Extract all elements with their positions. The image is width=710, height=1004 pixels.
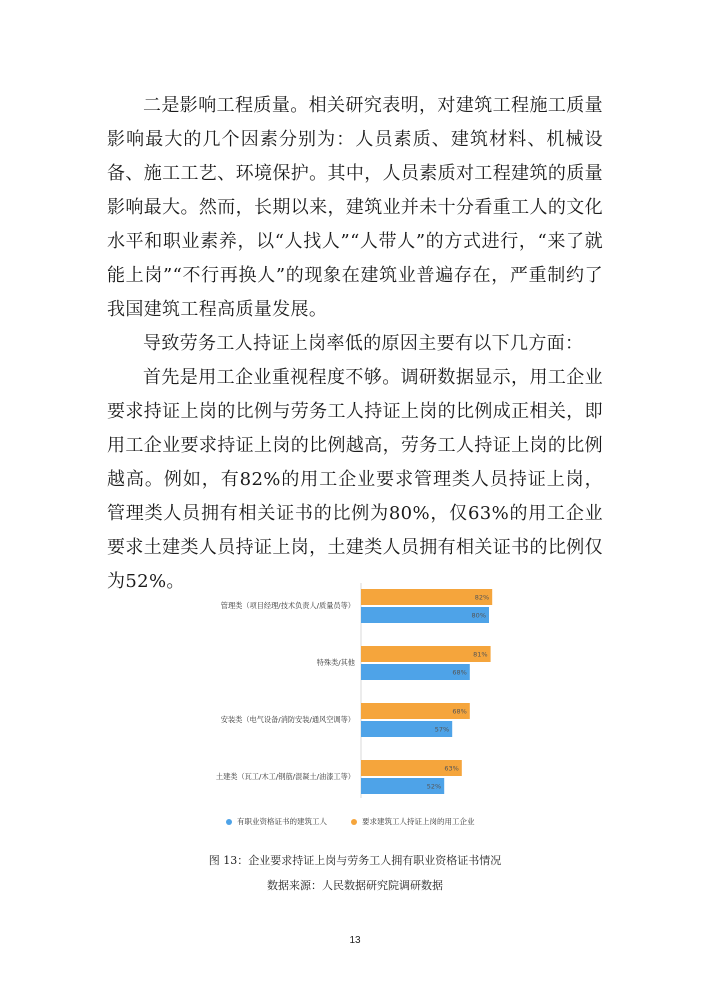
bar-certified-workers [361,607,489,623]
category-label: 管理类（项目经理/技术负责人/质量员等） [220,601,355,610]
category-label: 特殊类/其他 [316,658,355,667]
bar-value-label: 81% [473,650,488,659]
body-text [107,89,603,602]
category-label: 安装类（电气设备/消防安装/通风空调等） [220,715,355,724]
legend-dot-blue [226,819,232,825]
bar-value-label: 82% [474,593,490,602]
paragraph-employer-attention: 首先是用工企业重视程度不够。调研数据显示，用工企业要求持证上岗的比例与劳务工人持证上岗的比例成正相关，即用工企业要求持证上岗的比例越高，劳务工人持证上岗的比例越高。例如，有82%的用工企业要求管理类人员持证上岗，管理类人员拥有相关证书的比例为80%，仅63%的用工企业要求土建类人员持证上岗，土建类人员拥有相关证书的比例仅为52%。 [107,367,603,592]
bar-value-label: 52% [426,782,442,791]
certification-bar-chart [196,583,526,833]
chart-canvas [196,583,526,813]
bar-value-label: 63% [444,764,459,773]
bar-value-label: 68% [452,707,467,716]
bar-value-label: 80% [471,611,486,620]
legend-item-certified-workers [226,816,327,827]
bar-value-label: 68% [452,668,467,677]
legend-label-certified-workers: 有职业资格证书的建筑工人 [237,817,327,826]
page-number: 13 [349,935,361,946]
bar-requiring-employers [361,589,492,605]
paragraph-quality-impact: 二是影响工程质量。相关研究表明，对建筑工程施工质量影响最大的几个因素分别为：人员素质、建筑材料、机械设备、施工工艺、环境保护。其中，人员素质对工程建筑的质量影响最大。然而，长期以来，建筑业并未十分看重工人的文化水平和职业素养，以“人找人”“人带人”的方式进行，“来了就能上岗”“不行再换人”的现象在建筑业普遍存在，严重制约了我国建筑工程高质量发展。 [107,95,603,320]
legend-label-requiring-employers: 要求建筑工人持证上岗的用工企业 [362,817,475,826]
bar-value-label: 57% [434,725,450,734]
bar-requiring-employers [361,646,491,662]
legend-item-requiring-employers [351,816,475,827]
figure-source: 数据来源：人民数据研究院调研数据 [267,879,443,892]
chart-legend [226,816,475,827]
legend-dot-orange [351,819,357,825]
category-label: 土建类（瓦工/木工/钢筋/混凝土/油漆工等） [215,772,355,781]
paragraph-reasons-intro: 导致劳务工人持证上岗率低的原因主要有以下几方面： [143,333,584,354]
figure-caption: 图 13：企业要求持证上岗与劳务工人拥有职业资格证书情况 [208,854,502,867]
